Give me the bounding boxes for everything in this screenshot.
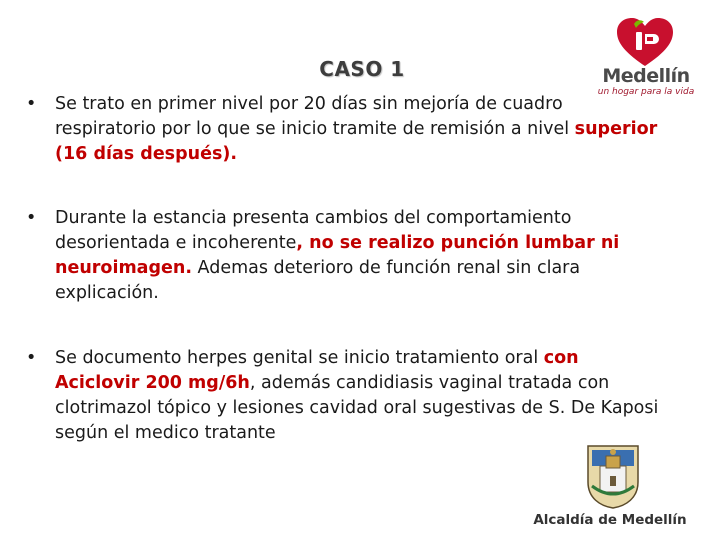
bullet-glyph: •: [26, 208, 37, 228]
coat-of-arms-icon: [584, 442, 642, 510]
bullet-text: Se trato en primer nivel por 20 días sin mejoría de cuadro respiratorio por lo que se inicio tramite de remisión a nivel: [55, 94, 575, 139]
bullet-list: [26, 92, 666, 446]
bullet-text: Durante la estancia presenta cambios del comportamiento desorientada e incoherente: [55, 208, 572, 253]
medellin-logo: [592, 14, 700, 98]
medellin-logo-name: Medellín: [602, 65, 690, 87]
bullet-text: Ademas deterioro de función renal sin clara explicación.: [55, 258, 581, 303]
bullet-emphasis: con Aciclovir 200 mg/6h: [55, 348, 579, 393]
bullet-text: Se documento herpes genital se inicio tratamiento oral: [55, 348, 544, 368]
bullet-text: , además candidiasis vaginal tratada con clotrimazol tópico y lesiones cavidad oral sugestivas de S. De Kaposi según el medico tratante: [55, 373, 659, 443]
bullet-item: [26, 206, 666, 306]
bullet-emphasis: , no se realizo punción lumbar ni neuroimagen.: [55, 233, 620, 278]
bullet-emphasis: superior (16 días después).: [55, 119, 658, 164]
slide-title: CASO 1: [319, 57, 405, 81]
bullet-item: [26, 346, 666, 446]
bullet-glyph: •: [26, 94, 37, 114]
medellin-heart-logo-icon: [614, 16, 676, 70]
medellin-logo-tagline: un hogar para la vida: [597, 87, 695, 97]
bullet-glyph: •: [26, 348, 37, 368]
alcaldia-logo-name: Alcaldía de Medellín: [533, 512, 687, 528]
bullet-item: [26, 92, 666, 167]
